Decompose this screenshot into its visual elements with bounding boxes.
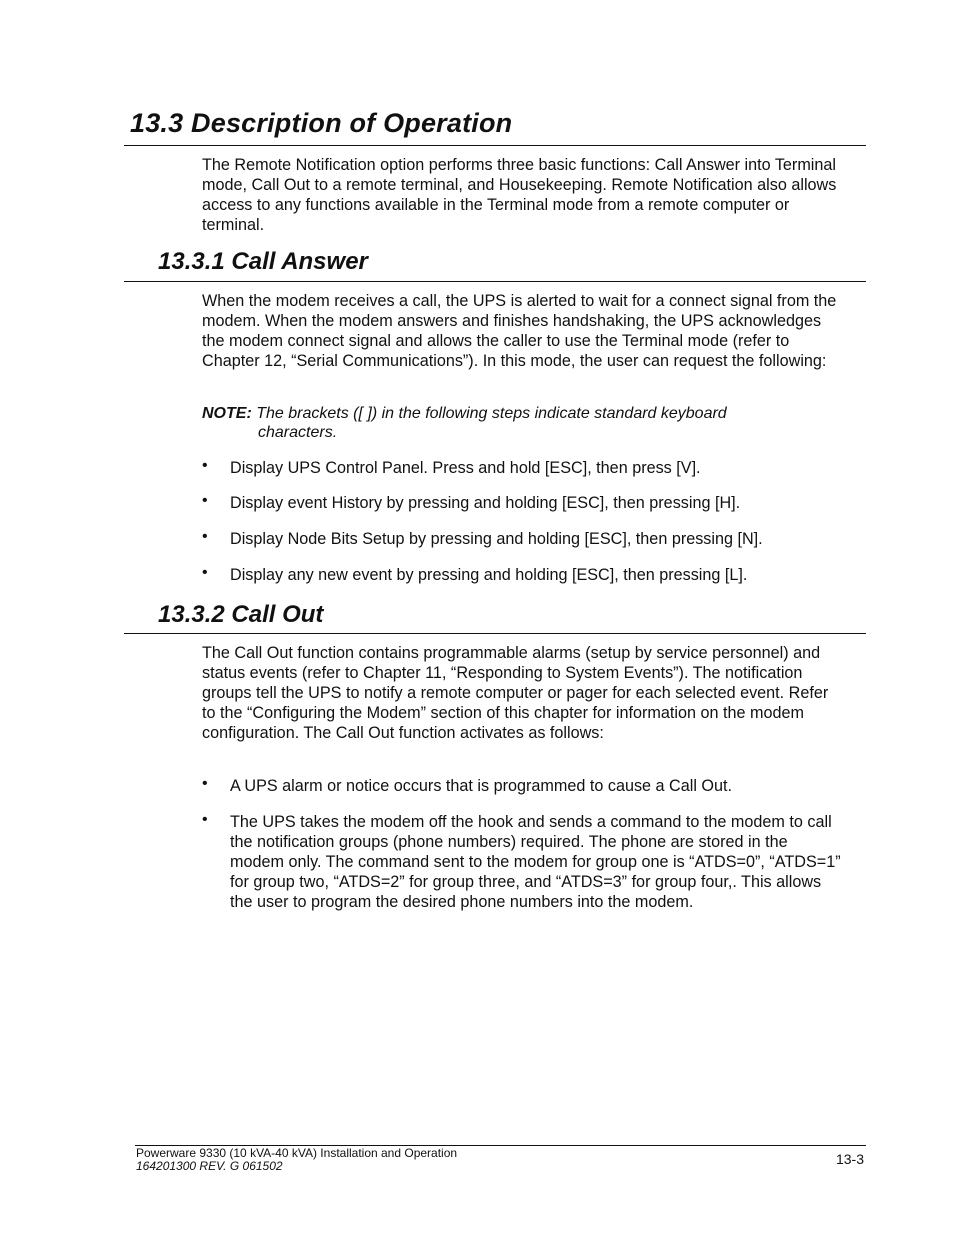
call-out-paragraph: The Call Out function contains programmable alarms (setup by service personnel) and status events (refer to Chapter 11, “Responding to System Events”). The notification groups tell the UPS to notify a remote computer or pager for each selected event. Refer to the “Configuring the Modem” section of this chapter for information on the modem configuration. The Call Out function activates as follows: (202, 644, 829, 742)
bullet-icon: • (202, 775, 208, 792)
list-item-text: A UPS alarm or notice occurs that is programmed to cause a Call Out. (230, 777, 733, 795)
section-intro-paragraph: The Remote Notification option performs three basic functions: Call Answer into Terminal mode, Call Out to a remote terminal, and Housekeeping. Remote Notification also allows access to any functions available in the Terminal mode from a remote computer or terminal. (202, 156, 837, 234)
list-item-text: The UPS takes the modem off the hook and sends a command to the modem to call the notification groups (phone numbers) required. The phone are stored in the modem only. The command sent to the modem for group one is “ATDS=0”, “ATDS=1” for group two, “ATDS=2” for group three, and “ATDS=3” for group four,. This allows the user to program the desired phone numbers into the modem. (230, 813, 841, 911)
call-out-heading-rule (124, 633, 866, 634)
section-heading: 13.3 Description of Operation (130, 108, 513, 138)
list-item-text: Display event History by pressing and holding [ESC], then pressing [H]. (230, 494, 741, 512)
list-item-text: Display Node Bits Setup by pressing and holding [ESC], then pressing [N]. (230, 530, 763, 548)
list-item-text: Display any new event by pressing and holding [ESC], then pressing [L]. (230, 566, 748, 584)
bullet-icon: • (202, 811, 208, 828)
bullet-icon: • (202, 564, 208, 581)
note-text-line1: The brackets ([ ]) in the following steps indicate standard keyboard (256, 405, 727, 422)
bullet-icon: • (202, 457, 208, 474)
page-number: 13-3 (835, 1151, 864, 1167)
note-text-line2: characters. (258, 424, 338, 441)
note-label: NOTE: (202, 405, 252, 422)
call-answer-heading: 13.3.1 Call Answer (158, 248, 368, 275)
list-item-text: Display UPS Control Panel. Press and hold [ESC], then press [V]. (230, 459, 701, 477)
call-answer-heading-rule (124, 281, 866, 282)
bullet-icon: • (202, 528, 208, 545)
call-answer-paragraph: When the modem receives a call, the UPS is alerted to wait for a connect signal from the modem. When the modem answers and finishes handshaking, the UPS acknowledges the modem connect signal and allows the caller to use the Terminal mode (refer to Chapter 12, “Serial Communications”). In this mode, the user can request the following: (202, 292, 837, 370)
section-heading-rule (124, 145, 866, 146)
call-out-heading: 13.3.2 Call Out (158, 601, 324, 628)
keyboard-note (202, 404, 802, 442)
footer-revision: 164201300 REV. G 061502 (136, 1159, 283, 1173)
bullet-icon: • (202, 492, 208, 509)
footer-document-title: Powerware 9330 (10 kVA-40 kVA) Installation and Operation (136, 1146, 458, 1160)
